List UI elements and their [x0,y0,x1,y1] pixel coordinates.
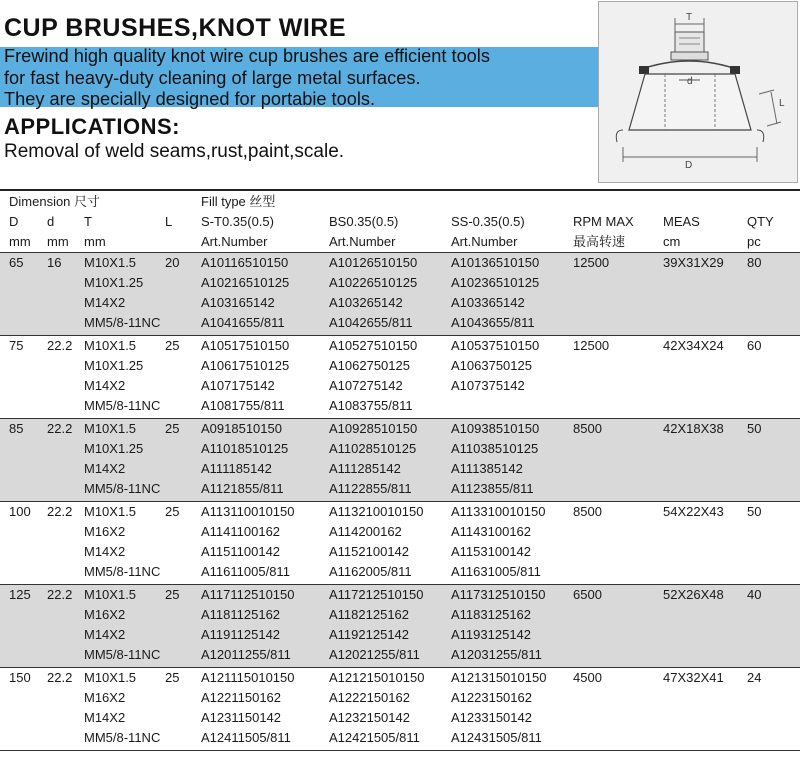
cell-art-number-bs: A1062750125 [329,358,410,373]
unit-D: mm [9,234,31,249]
table-body [0,253,800,751]
cell-D: 150 [9,670,31,685]
cell-art-number-ss: A1233150142 [451,710,532,725]
cell-art-number-st: A103165142 [201,295,275,310]
table-row [0,522,800,542]
cell-thread: M10X1.5 [84,421,137,436]
cell-art-number-bs: A1042655/811 [329,315,413,330]
cell-art-number-bs: A10226510125 [329,275,418,290]
unit-fill-3: Art.Number [451,234,518,249]
header-fill-2: BS0.35(0.5) [329,214,399,229]
cell-art-number-bs: A1232150142 [329,710,410,725]
unit-T: mm [84,234,106,249]
cell-d: 22.2 [47,670,73,685]
cell-art-number-st: A1041655/811 [201,315,285,330]
cell-art-number-st: A1231150142 [201,710,282,725]
cell-rpm: 12500 [573,255,610,270]
cell-art-number-bs: A12421505/811 [329,730,420,745]
cell-art-number-bs: A1152100142 [329,544,410,559]
cell-art-number-st: A1121855/811 [201,481,284,496]
cell-thread: M16X2 [84,690,126,705]
cell-art-number-ss: A1193125142 [451,627,532,642]
header-fill-3: SS-0.35(0.5) [451,214,525,229]
cell-art-number-bs: A121215010150 [329,670,425,685]
cell-art-number-st: A10116510150 [201,255,289,270]
cell-thread: MM5/8-11NC [84,315,161,330]
cell-qty: 50 [747,421,762,436]
cell-thread: M16X2 [84,607,126,622]
cell-art-number-ss: A117312510150 [451,587,546,602]
applications-heading: APPLICATIONS: [4,114,180,139]
cell-art-number-bs: A1122855/811 [329,481,412,496]
dim-T-label: T [686,12,693,23]
cell-thread: M10X1.5 [84,338,137,353]
cell-thread: M14X2 [84,378,126,393]
cell-art-number-st: A11018510125 [201,441,289,456]
cell-D: 85 [9,421,24,436]
cell-art-number-bs: A103265142 [329,295,403,310]
cell-art-number-ss: A103365142 [451,295,525,310]
cell-thread: MM5/8-11NC [84,647,161,662]
table-row [0,479,800,499]
cell-thread: MM5/8-11NC [84,730,161,745]
cell-art-number-ss: A12031255/811 [451,647,542,662]
table-header-row [0,212,800,232]
intro-line: for fast heavy-duty cleaning of large metal surfaces. [4,67,421,88]
cell-thread: M14X2 [84,295,126,310]
cell-L: 20 [165,255,180,270]
cell-d: 22.2 [47,587,73,602]
unit-rpm: 最高转速 [573,234,626,249]
cell-art-number-ss: A1223150162 [451,690,532,705]
cell-art-number-st: A1081755/811 [201,398,285,413]
cell-L: 25 [165,587,180,602]
table-row [0,542,800,562]
table-row [0,459,800,479]
cell-art-number-bs: A10928510150 [329,421,418,436]
dim-D-label: D [685,160,693,171]
cell-art-number-bs: A11028510125 [329,441,417,456]
cell-art-number-st: A1221150162 [201,690,282,705]
header-fill-1: S-T0.35(0.5) [201,214,274,229]
header-L: L [165,214,173,229]
cell-art-number-st: A11611005/811 [201,564,290,579]
cell-art-number-st: A1191125142 [201,627,281,642]
cell-thread: M10X1.5 [84,504,137,519]
cell-art-number-ss: A1043655/811 [451,315,535,330]
table-row-group [0,253,800,336]
unit-fill-2: Art.Number [329,234,396,249]
cup-brush-diagram [598,1,798,183]
cell-art-number-ss: A1123855/811 [451,481,534,496]
table-row [0,668,800,688]
table-row [0,313,800,333]
dim-L-label: L [779,98,785,109]
cell-art-number-ss: A111385142 [451,461,523,476]
cell-art-number-bs: A12021255/811 [329,647,420,662]
cell-art-number-st: A107175142 [201,378,275,393]
table-header-row [0,192,800,212]
table-row [0,688,800,708]
cell-qty: 24 [747,670,762,685]
cell-art-number-ss: A113310010150 [451,504,546,519]
cell-qty: 50 [747,504,762,519]
intro-text [4,46,490,111]
table-row-group [0,419,800,502]
cell-art-number-ss: A107375142 [451,378,525,393]
table-row [0,396,800,416]
cell-art-number-ss: A12431505/811 [451,730,542,745]
table-row [0,625,800,645]
applications-text: Removal of weld seams,rust,paint,scale. [4,141,345,162]
cell-art-number-bs: A111285142 [329,461,401,476]
table-row [0,376,800,396]
specs-table [0,192,800,751]
header-qty: QTY [747,214,774,229]
cell-art-number-st: A117112510150 [201,587,295,602]
cell-thread: MM5/8-11NC [84,564,161,579]
cell-art-number-st: A10216510125 [201,275,290,290]
cell-thread: MM5/8-11NC [84,481,161,496]
table-row-group [0,668,800,751]
cell-art-number-bs: A1083755/811 [329,398,413,413]
cell-thread: M10X1.5 [84,255,137,270]
header-T: T [84,214,92,229]
table-row [0,419,800,439]
cell-thread: M14X2 [84,627,126,642]
header-fill-type: Fill type 丝型 [201,194,276,209]
table-row [0,728,800,748]
cell-art-number-bs: A117212510150 [329,587,424,602]
cell-thread: M16X2 [84,524,126,539]
cell-art-number-ss: A10236510125 [451,275,540,290]
cell-art-number-st: A111185142 [201,461,272,476]
table-row [0,253,800,273]
cell-D: 100 [9,504,31,519]
cell-thread: M10X1.25 [84,275,144,290]
unit-d: mm [47,234,69,249]
dim-d-label: d [687,76,693,87]
cell-meas: 52X26X48 [663,587,724,602]
cell-rpm: 12500 [573,338,610,353]
table-row [0,585,800,605]
cell-art-number-ss: A1063750125 [451,358,532,373]
intro-line: They are specially designed for portabie tools. [4,89,376,109]
cell-art-number-st: A10517510150 [201,338,290,353]
cell-art-number-st: A1141100162 [201,524,281,539]
cell-rpm: 4500 [573,670,602,685]
cell-meas: 42X34X24 [663,338,724,353]
header-dimension: Dimension 尺寸 [9,194,101,209]
cell-art-number-ss: A1143100162 [451,524,532,539]
cell-meas: 47X32X41 [663,670,724,685]
cell-thread: MM5/8-11NC [84,398,161,413]
cell-L: 25 [165,504,180,519]
cell-art-number-st: A121115010150 [201,670,295,685]
cell-L: 25 [165,670,180,685]
cell-art-number-ss: A1183125162 [451,607,532,622]
table-row-group [0,502,800,585]
cell-art-number-st: A1181125162 [201,607,281,622]
cell-art-number-ss: A121315010150 [451,670,547,685]
table-row [0,273,800,293]
cell-art-number-st: A12411505/811 [201,730,291,745]
header-meas: MEAS [663,214,700,229]
cell-d: 16 [47,255,62,270]
cell-art-number-bs: A107275142 [329,378,403,393]
cell-rpm: 8500 [573,421,602,436]
cell-art-number-ss: A1153100142 [451,544,532,559]
table-row [0,562,800,582]
table-header-row [0,232,800,253]
cell-art-number-bs: A10527510150 [329,338,418,353]
cell-thread: M14X2 [84,544,126,559]
unit-fill-1: Art.Number [201,234,268,249]
cell-thread: M10X1.25 [84,441,144,456]
cell-thread: M14X2 [84,710,126,725]
cell-art-number-bs: A113210010150 [329,504,424,519]
cell-qty: 40 [747,587,762,602]
unit-meas: cm [663,234,681,249]
table-row-group [0,336,800,419]
cell-qty: 80 [747,255,762,270]
cell-thread: M10X1.5 [84,670,137,685]
unit-qty: pc [747,234,761,249]
cell-meas: 54X22X43 [663,504,724,519]
cell-D: 65 [9,255,24,270]
cell-art-number-bs: A10126510150 [329,255,418,270]
table-row [0,356,800,376]
cell-L: 25 [165,421,180,436]
table-row [0,645,800,665]
cell-thread: M10X1.5 [84,587,137,602]
cell-art-number-st: A1151100142 [201,544,281,559]
table-row [0,293,800,313]
cell-art-number-bs: A1192125142 [329,627,410,642]
page-title: CUP BRUSHES,KNOT WIRE [4,14,347,42]
cell-d: 22.2 [47,421,73,436]
cell-thread: M14X2 [84,461,126,476]
cell-art-number-ss: A10136510150 [451,255,540,270]
cell-rpm: 8500 [573,504,602,519]
table-row [0,605,800,625]
cell-art-number-st: A12011255/811 [201,647,291,662]
cell-art-number-st: A10617510125 [201,358,290,373]
cell-art-number-st: A0918510150 [201,421,282,436]
table-row [0,502,800,522]
cell-art-number-bs: A1182125162 [329,607,410,622]
table-row-group [0,585,800,668]
intro-line: Frewind high quality knot wire cup brushes are efficient tools [4,46,490,66]
header-D: D [9,214,19,229]
cell-art-number-ss: A10938510150 [451,421,540,436]
cell-art-number-ss: A10537510150 [451,338,540,353]
cell-d: 22.2 [47,338,73,353]
cell-art-number-ss: A11631005/811 [451,564,541,579]
cell-meas: 42X18X38 [663,421,724,436]
cell-D: 75 [9,338,24,353]
header-d: d [47,214,55,229]
cell-art-number-ss: A11038510125 [451,441,539,456]
cell-art-number-bs: A1222150162 [329,690,410,705]
cell-qty: 60 [747,338,762,353]
cell-art-number-bs: A114200162 [329,524,402,539]
table-row [0,439,800,459]
cell-meas: 39X31X29 [663,255,724,270]
table-row [0,336,800,356]
cell-rpm: 6500 [573,587,602,602]
header-rpm: RPM MAX [573,214,634,229]
cup-brush-drawing [599,2,797,182]
cell-thread: M10X1.25 [84,358,144,373]
table-row [0,708,800,728]
cell-D: 125 [9,587,31,602]
cell-art-number-bs: A1162005/811 [329,564,412,579]
table-top-rule [0,189,800,191]
cell-d: 22.2 [47,504,73,519]
cell-L: 25 [165,338,180,353]
cell-art-number-st: A113110010150 [201,504,295,519]
